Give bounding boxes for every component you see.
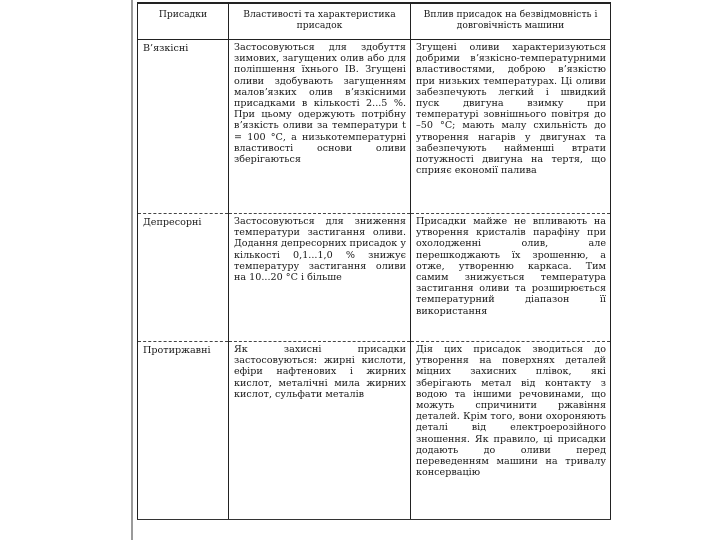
additive-effect: Присадки майже не впливають на утворення кристалів парафіну при охолодженні олив, але перешкоджають їх зрошенню, а отже, утворенню каркаса. Тим самим знижується температура застигання оливи та розширюється температурний діапазон її використання xyxy=(411,214,611,342)
document-page xyxy=(137,2,610,536)
additives-table xyxy=(137,2,611,520)
additive-properties: Як захисні присадки застосовуються: жирні кислоти, ефіри нафтенових і жирних кислот, металічні мила жирних кислот, сульфати металів xyxy=(229,342,411,520)
additive-name: В’язкісні xyxy=(138,40,229,214)
table-row xyxy=(138,40,611,214)
additive-effect: Дія цих присадок зводиться до утворення на поверхнях деталей міцних захисних плівок, які зберігають метал від контакту з водою та іншими речовинами, що можуть спричинити ржавіння деталей. Крім того, вони охороняють деталі від електроерозійного зношення. Як правило, ці присадки додають до оливи перед переведенням машини на тривалу консервацію xyxy=(411,342,611,520)
table-header xyxy=(138,3,611,40)
additive-effect: Згущені оливи характеризуються добрими вʼязкісно-температурними властивостями, доброю вʼязкістю при низьких температурах. Ці оливи забезпечують легкий і швидкий пуск двигуна взимку при температурі зовнішнього повітря до –50 °С; мають малу схильність до утворення нагарів у двигунах та забезпечують найменші втрати потужності двигуна на тертя, що сприяє економії палива xyxy=(411,40,611,214)
additive-properties: Застосовуються для зниження температури застигання оливи. Додання депресорних присадок у кількості 0,1...1,0 % знижує температуру застигання оливи на 10...20 °С і більше xyxy=(229,214,411,342)
additive-properties: Застосовуються для здобуття зимових, загущених олив або для поліпшення їхнього ІВ. Згущені оливи здобувають загущенням маловʼязких олив вʼязкісними присадками в кількості 2...5 %. При цьому одержують потрібну вʼязкість оливи за температури t = 100 °С, а низькотемпературні властивості основи оливи зберігаються xyxy=(229,40,411,214)
additive-name: Протиржавні xyxy=(138,342,229,520)
scan-margin-line xyxy=(131,0,133,540)
table-row xyxy=(138,342,611,520)
additive-name: Депресорні xyxy=(138,214,229,342)
header-effect: Вплив присадок на безвідмовність і довговічність машини xyxy=(411,3,611,40)
header-properties: Властивості та характеристика присадок xyxy=(229,3,411,40)
table-row xyxy=(138,214,611,342)
header-additives: Присадки xyxy=(138,3,229,40)
